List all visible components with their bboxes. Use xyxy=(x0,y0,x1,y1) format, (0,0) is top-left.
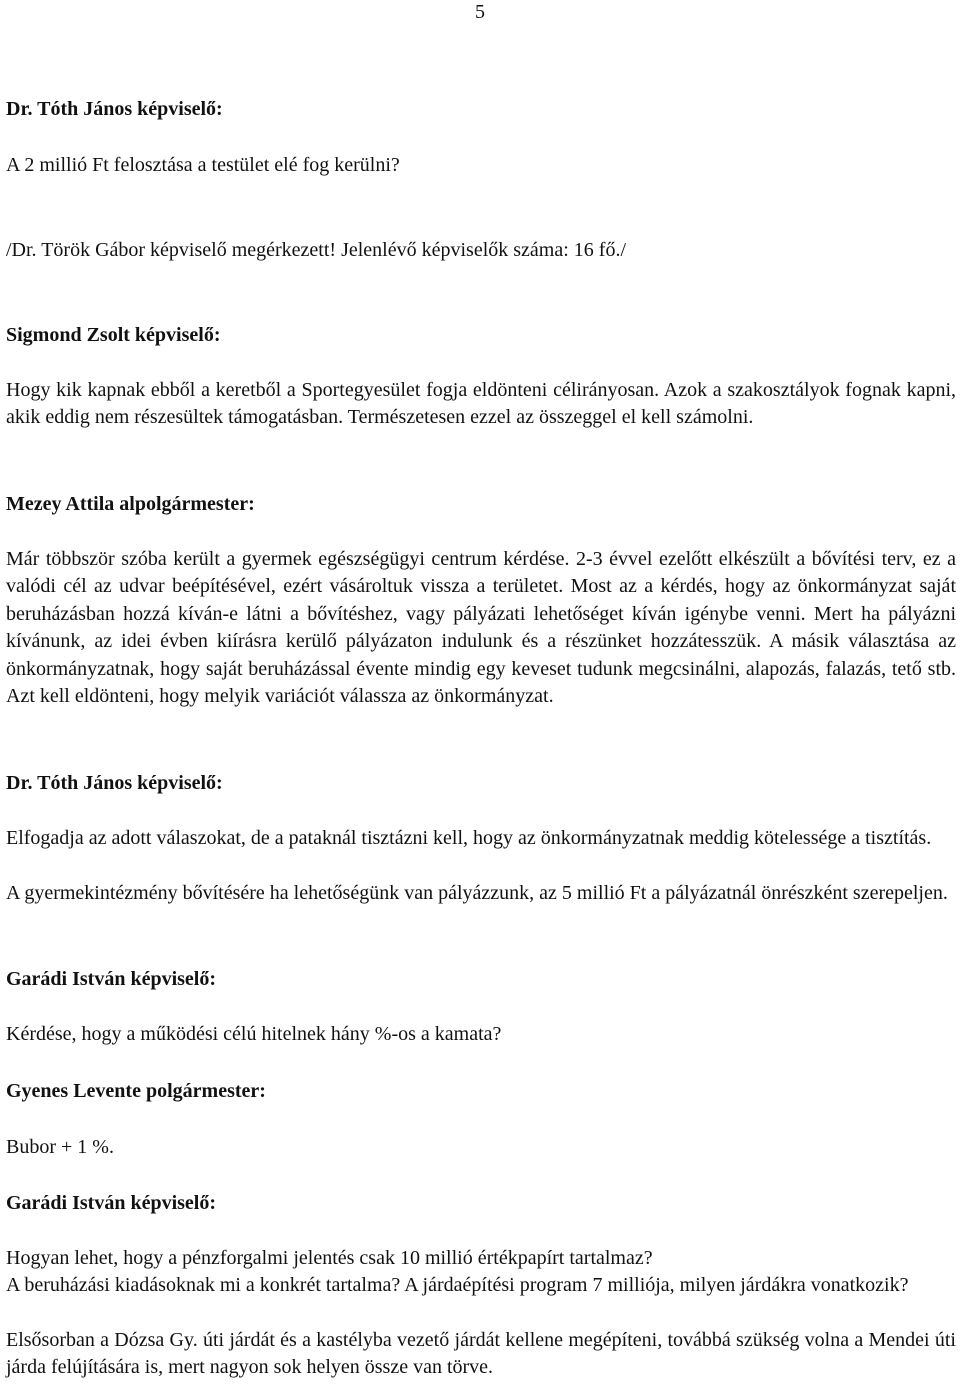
paragraph: A beruházási kiadásoknak mi a konkrét tartalma? A járdaépítési program 7 milliója, milyen járdákra vonatkozik? xyxy=(6,1274,909,1296)
paragraph: A 2 millió Ft felosztása a testület elé fog kerülni? xyxy=(6,154,400,176)
speaker-heading: Gyenes Levente polgármester: xyxy=(6,1080,266,1102)
paragraph: Bubor + 1 %. xyxy=(6,1136,114,1158)
speaker-heading: Garádi István képviselő: xyxy=(6,1192,217,1214)
speaker-heading: Mezey Attila alpolgármester: xyxy=(6,493,255,515)
paragraph: Hogyan lehet, hogy a pénzforgalmi jelentés csak 10 millió értékpapírt tartalmaz? xyxy=(6,1247,653,1269)
speaker-heading: Dr. Tóth János képviselő: xyxy=(6,772,223,794)
paragraph: A gyermekintézmény bővítésére ha lehetőségünk van pályázzunk, az 5 millió Ft a pályázatnál önrészként szerepeljen. xyxy=(6,882,948,904)
paragraph: Elsősorban a Dózsa Gy. úti járdát és a kastélyba vezető járdát kellene megépíteni, továbbá szükség volna a Mendei úti járda felújítására is, mert nagyon sok helyen össze van törve. xyxy=(6,1329,956,1379)
speaker-heading: Sigmond Zsolt képviselő: xyxy=(6,324,221,346)
note-paragraph: /Dr. Török Gábor képviselő megérkezett! Jelenlévő képviselők száma: 16 fő./ xyxy=(6,239,626,261)
page-number: 5 xyxy=(475,1,485,23)
speaker-heading: Garádi István képviselő: xyxy=(6,968,217,990)
paragraph: Kérdése, hogy a működési célú hitelnek hány %-os a kamata? xyxy=(6,1023,502,1045)
paragraph: Már többször szóba került a gyermek egészségügyi centrum kérdése. 2-3 évvel ezelőtt elkészült a bővítési terv, ez a valódi cél az udvar beépítésével, ezért vásároltuk vissza a területet. Most az a kérdés, hogy az önkormányzat saját beruházásban hozzá kíván-e látni a bővítéshez, vagy pályázati lehetőséget kíván igénybe venni. Mert ha pályázni kívánunk, az idei évben kiírásra kerülő pályázaton indulunk és a részünket hozzátesszük. A másik választása az önkormányzatnak, hogy saját beruházással évente mindig egy keveset tudunk megcsinálni, alapozás, falazás, tető stb. Azt kell eldönteni, hogy melyik variációt válassza az önkormányzat. xyxy=(6,548,956,708)
paragraph: Elfogadja az adott válaszokat, de a pataknál tisztázni kell, hogy az önkormányzatnak meddig kötelessége a tisztítás. xyxy=(6,827,932,849)
paragraph: Hogy kik kapnak ebből a keretből a Sportegyesület fogja eldönteni célirányosan. Azok a szakosztályok fognak kapni, akik eddig nem részesültek támogatásban. Természetesen ezzel az összeggel el kell számolni. xyxy=(6,379,956,429)
speaker-heading: Dr. Tóth János képviselő: xyxy=(6,98,223,120)
